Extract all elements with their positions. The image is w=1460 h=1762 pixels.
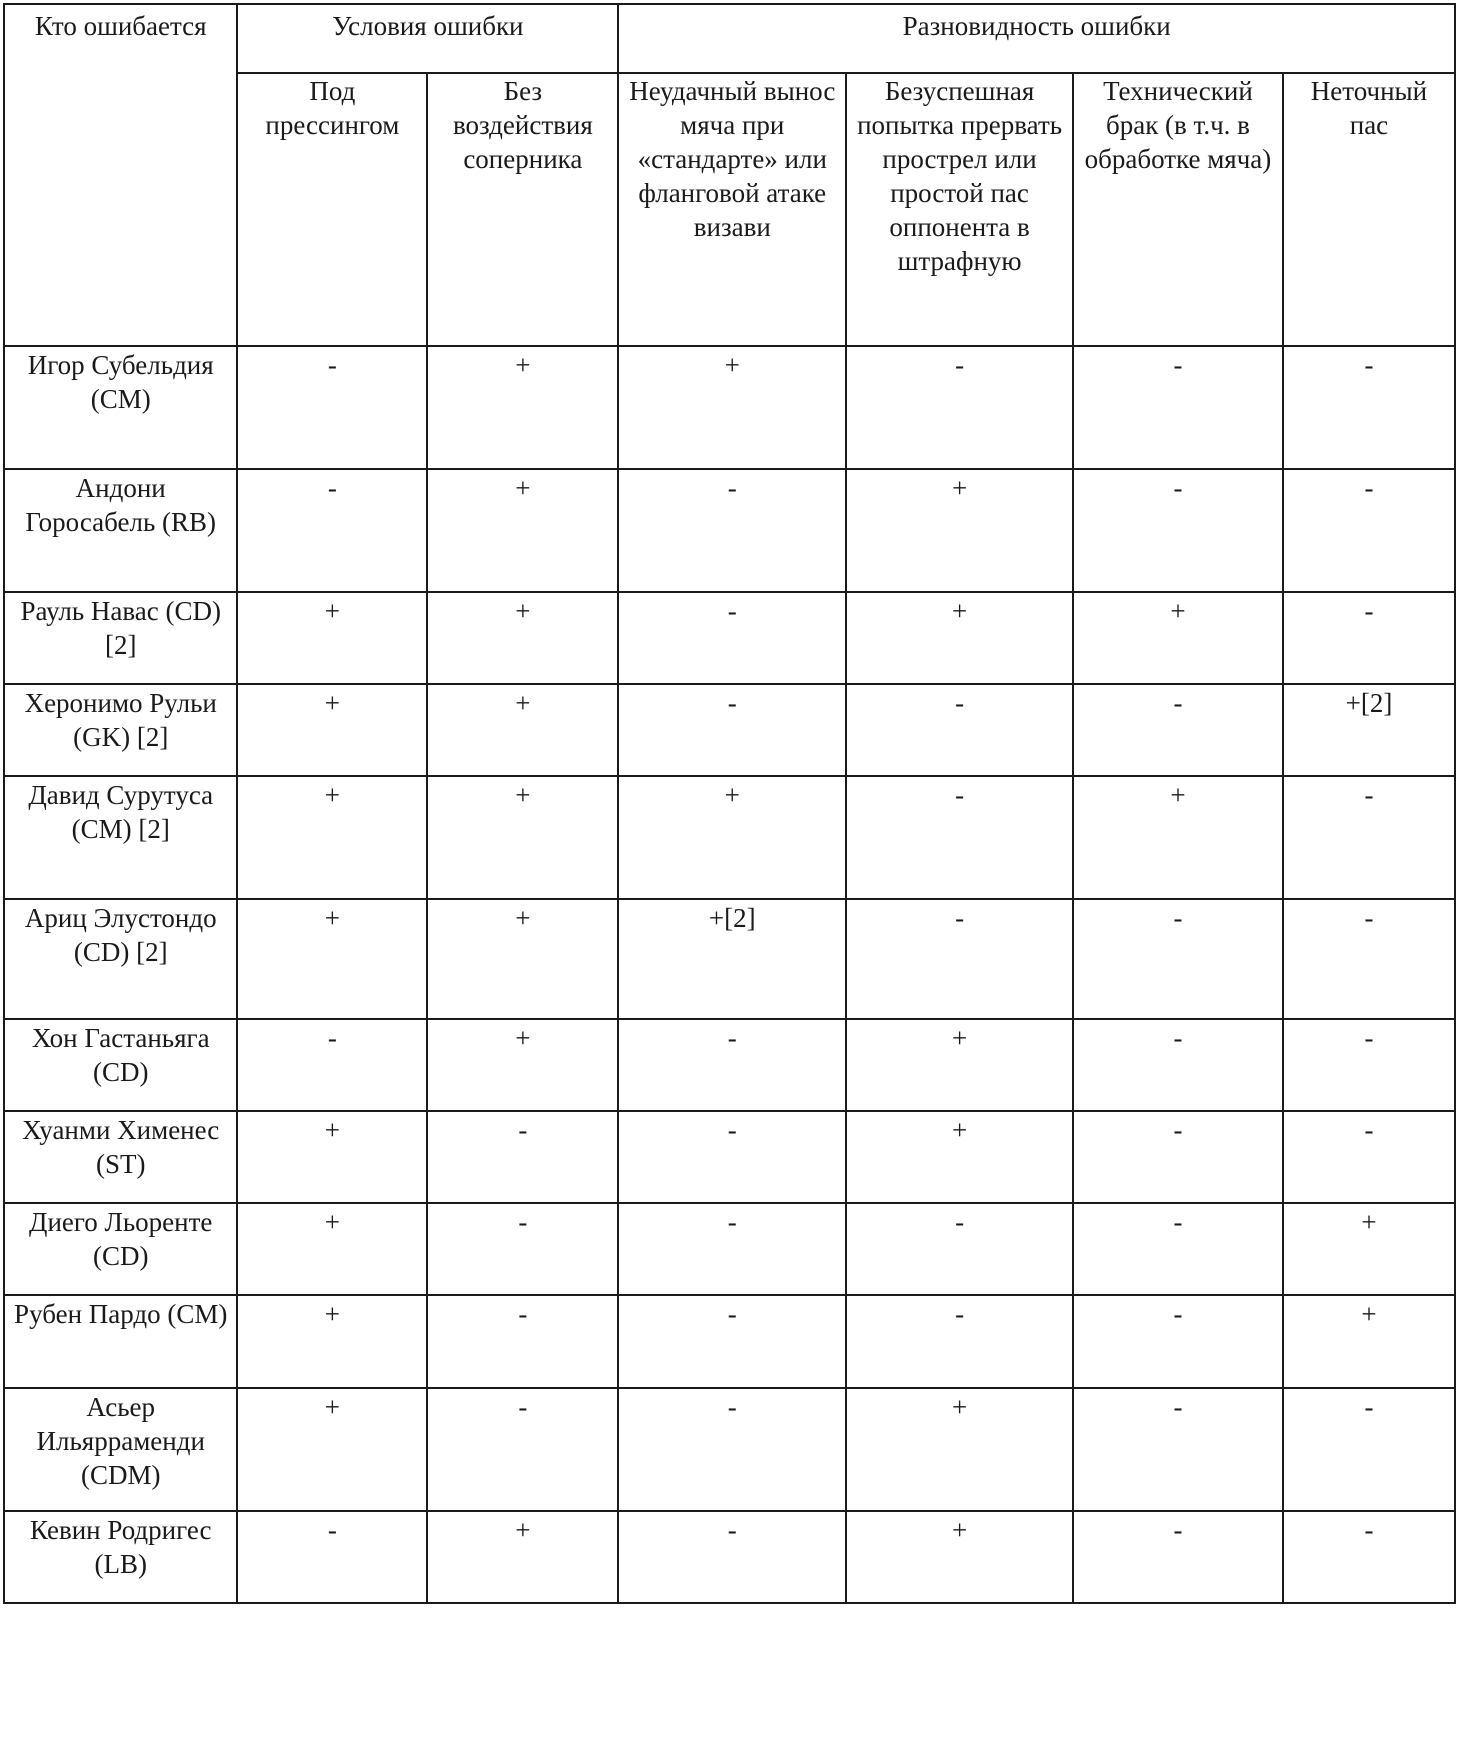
cell-no-opponent: - [427, 1388, 618, 1511]
cell-inaccurate-pass: - [1283, 1388, 1455, 1511]
player-name-cell: Игор Субельдия (CM) [4, 346, 237, 469]
table-row [4, 1111, 1455, 1203]
cell-failed-interception: + [846, 1019, 1073, 1111]
cell-inaccurate-pass: - [1283, 776, 1455, 899]
cell-no-opponent: + [427, 684, 618, 776]
cell-under-pressure: + [237, 1295, 427, 1388]
header-col-inaccurate-pass: Неточный пас [1283, 73, 1455, 346]
cell-under-pressure: + [237, 684, 427, 776]
table-row [4, 1203, 1455, 1295]
player-name-cell: Кевин Родригес (LB) [4, 1511, 237, 1603]
table-row [4, 346, 1455, 469]
table-body [4, 4, 1455, 1603]
cell-inaccurate-pass: - [1283, 469, 1455, 592]
table-row [4, 1511, 1455, 1603]
cell-failed-clearance: - [618, 592, 846, 684]
cell-failed-clearance: - [618, 469, 846, 592]
cell-technical-error: + [1073, 776, 1283, 899]
cell-inaccurate-pass: - [1283, 1511, 1455, 1603]
cell-failed-clearance: - [618, 1111, 846, 1203]
cell-technical-error: - [1073, 1203, 1283, 1295]
player-name-cell: Рубен Пардо (CM) [4, 1295, 237, 1388]
cell-failed-interception: - [846, 776, 1073, 899]
table-row [4, 899, 1455, 1019]
player-name-cell: Херонимо Рульи (GK) [2] [4, 684, 237, 776]
cell-under-pressure: + [237, 1203, 427, 1295]
cell-under-pressure: + [237, 592, 427, 684]
cell-failed-interception: - [846, 1295, 1073, 1388]
cell-technical-error: - [1073, 1295, 1283, 1388]
cell-under-pressure: + [237, 776, 427, 899]
cell-failed-interception: + [846, 592, 1073, 684]
cell-failed-interception: - [846, 346, 1073, 469]
header-col-under-pressure: Под прессингом [237, 73, 427, 346]
header-col-failed-clearance: Неудачный вынос мяча при «стандарте» или фланговой атаке визави [618, 73, 846, 346]
cell-failed-clearance: +[2] [618, 899, 846, 1019]
cell-failed-clearance: - [618, 1019, 846, 1111]
cell-technical-error: - [1073, 1511, 1283, 1603]
cell-no-opponent: - [427, 1295, 618, 1388]
player-name-cell: Диего Льоренте (CD) [4, 1203, 237, 1295]
cell-failed-clearance: + [618, 776, 846, 899]
table-row [4, 684, 1455, 776]
header-row-top [4, 4, 1455, 73]
cell-failed-interception: + [846, 1511, 1073, 1603]
table-row [4, 1295, 1455, 1388]
cell-inaccurate-pass: - [1283, 1019, 1455, 1111]
cell-failed-interception: + [846, 469, 1073, 592]
cell-no-opponent: - [427, 1111, 618, 1203]
player-name-cell: Ариц Элустондо (CD) [2] [4, 899, 237, 1019]
cell-failed-clearance: + [618, 346, 846, 469]
cell-no-opponent: + [427, 592, 618, 684]
header-kind: Разновидность ошибки [618, 4, 1455, 73]
cell-failed-clearance: - [618, 684, 846, 776]
cell-technical-error: - [1073, 1019, 1283, 1111]
cell-inaccurate-pass: - [1283, 1111, 1455, 1203]
table-row [4, 592, 1455, 684]
table-row [4, 469, 1455, 592]
cell-no-opponent: - [427, 1203, 618, 1295]
header-col-technical-error: Технический брак (в т.ч. в обработке мяча) [1073, 73, 1283, 346]
cell-inaccurate-pass: - [1283, 346, 1455, 469]
cell-no-opponent: + [427, 1019, 618, 1111]
header-conditions: Условия ошибки [237, 4, 618, 73]
cell-technical-error: - [1073, 684, 1283, 776]
cell-failed-interception: - [846, 684, 1073, 776]
player-name-cell: Давид Сурутуса (CM) [2] [4, 776, 237, 899]
cell-no-opponent: + [427, 1511, 618, 1603]
cell-under-pressure: + [237, 1111, 427, 1203]
table-row [4, 1019, 1455, 1111]
cell-no-opponent: + [427, 899, 618, 1019]
table-row [4, 776, 1455, 899]
cell-failed-clearance: - [618, 1203, 846, 1295]
cell-failed-clearance: - [618, 1511, 846, 1603]
header-col-failed-interception: Безуспешная попытка прервать прострел или простой пас оппонента в штрафную [846, 73, 1073, 346]
cell-failed-interception: - [846, 1203, 1073, 1295]
cell-failed-interception: + [846, 1388, 1073, 1511]
cell-no-opponent: + [427, 469, 618, 592]
cell-under-pressure: + [237, 1388, 427, 1511]
cell-no-opponent: + [427, 776, 618, 899]
player-name-cell: Андони Горосабель (RB) [4, 469, 237, 592]
player-name-cell: Хон Гастаньяга (CD) [4, 1019, 237, 1111]
cell-technical-error: - [1073, 1388, 1283, 1511]
player-name-cell: Хуанми Хименес (ST) [4, 1111, 237, 1203]
cell-inaccurate-pass: + [1283, 1295, 1455, 1388]
cell-inaccurate-pass: - [1283, 592, 1455, 684]
cell-failed-clearance: - [618, 1295, 846, 1388]
player-name-cell: Асьер Ильярраменди (CDM) [4, 1388, 237, 1511]
cell-under-pressure: - [237, 1019, 427, 1111]
table-row [4, 1388, 1455, 1511]
cell-inaccurate-pass: +[2] [1283, 684, 1455, 776]
cell-technical-error: - [1073, 1111, 1283, 1203]
cell-technical-error: + [1073, 592, 1283, 684]
player-name-cell: Рауль Навас (CD) [2] [4, 592, 237, 684]
header-col-no-opponent: Без воздействия соперника [427, 73, 618, 346]
cell-under-pressure: - [237, 346, 427, 469]
cell-technical-error: - [1073, 469, 1283, 592]
cell-no-opponent: + [427, 346, 618, 469]
header-who: Кто ошибается [4, 4, 237, 346]
cell-failed-clearance: - [618, 1388, 846, 1511]
cell-under-pressure: - [237, 1511, 427, 1603]
cell-inaccurate-pass: + [1283, 1203, 1455, 1295]
cell-failed-interception: + [846, 1111, 1073, 1203]
cell-failed-interception: - [846, 899, 1073, 1019]
cell-technical-error: - [1073, 346, 1283, 469]
cell-inaccurate-pass: - [1283, 899, 1455, 1019]
cell-under-pressure: - [237, 469, 427, 592]
cell-technical-error: - [1073, 899, 1283, 1019]
errors-table [3, 3, 1456, 1604]
cell-under-pressure: + [237, 899, 427, 1019]
